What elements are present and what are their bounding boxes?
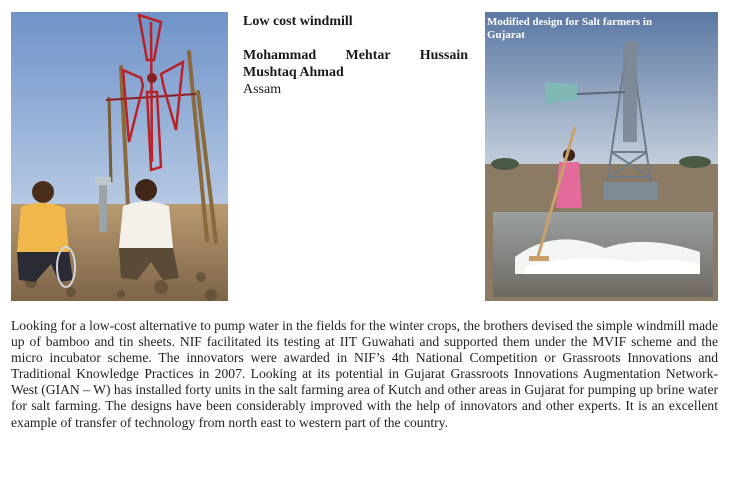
salt-farm-photo xyxy=(485,12,718,301)
windmill-photo xyxy=(11,12,228,301)
photo-caption: Modified design for Salt farmers in Gujarat xyxy=(487,16,653,41)
innovator-state: Assam xyxy=(243,82,282,97)
article-title: Low cost windmill xyxy=(243,14,353,29)
innovator-names: Mohammad Mehtar Hussain Mushtaq Ahmad xyxy=(243,48,468,80)
article-body: Looking for a low-cost alternative to pump water in the fields for the winter crops, the brothers devised the simple windmill made up of bamboo and tin sheets. NIF facilitated its testing at IIT Guwahati and supported them under the MVIF scheme and the micro incubator scheme. The innovators were awarded in NIF’s 4th National Competition or Grassroots Innovations and Traditional Knowledge Practices in 2007. Looking at its potential in Gujarat Grassroots Innovations Augmentation Network- West (GIAN – W) has installed forty units in the salt farming area of Kutch and other areas in Gujarat for pumping up brine water for salt farming. The designs have been considerably improved with the help of innovators and other experts. It is an excellent example of transfer of technology from north east to western part of the country. xyxy=(11,318,718,430)
article-header xyxy=(243,13,468,98)
windmill-photo-illustration xyxy=(11,12,228,301)
salt-farm-photo-illustration xyxy=(485,12,718,301)
